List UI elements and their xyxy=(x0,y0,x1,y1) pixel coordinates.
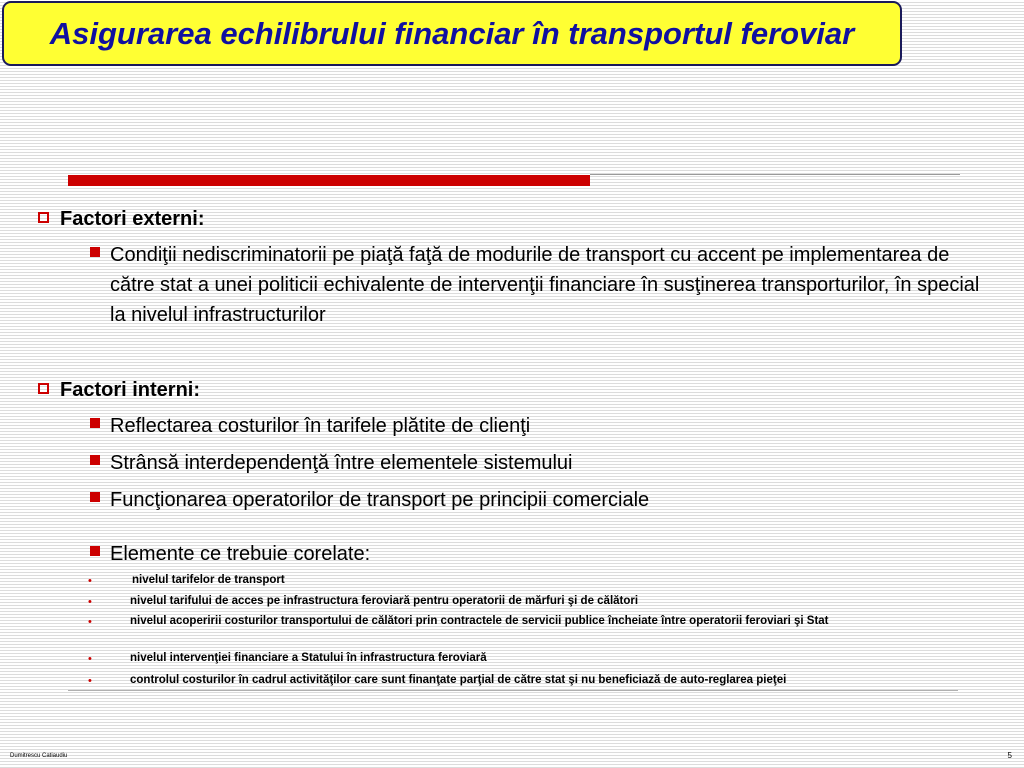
bullet-text: Reflectarea costurilor în tarifele plătite de clienţi xyxy=(110,415,531,437)
bullet-item xyxy=(90,485,649,515)
sub-bullet-item xyxy=(88,673,978,689)
sub-bullet-item xyxy=(88,651,978,667)
hollow-square-bullet-icon xyxy=(38,212,49,223)
section-heading-internal xyxy=(38,378,200,402)
dot-bullet-icon: • xyxy=(88,616,92,628)
bullet-text: Funcţionarea operatorilor de transport pe principii comerciale xyxy=(110,489,650,511)
sub-bullet-item xyxy=(88,594,978,610)
sub-bullet-item xyxy=(88,573,978,589)
bullet-item xyxy=(90,411,530,441)
footer-author: Dumitrescu Catiaudiu xyxy=(10,753,68,759)
dot-bullet-icon: • xyxy=(88,675,92,687)
dot-bullet-icon: • xyxy=(88,575,92,587)
square-bullet-icon xyxy=(90,546,100,556)
bullet-item xyxy=(90,539,370,569)
bullet-text: Condiţii nediscriminatorii pe piaţă faţă de modurile de transport cu accent pe implementarea de către stat a unei politicii echivalente de intervenţii financiare în susţinerea transporturilor, în special la nivelul infrastructurilor xyxy=(110,244,980,326)
square-bullet-icon xyxy=(90,247,100,257)
bullet-item xyxy=(90,240,990,330)
sub-bullet-text: nivelul tarifelor de transport xyxy=(132,574,285,586)
slide-title: Asigurarea echilibrului financiar în transportul feroviar xyxy=(49,15,855,51)
sub-bullet-text: controlul costurilor în cadrul activităţilor care sunt finanţate parţial de către stat şi nu beneficiază de auto-reglarea pieţei xyxy=(130,674,787,686)
bullet-text: Elemente ce trebuie corelate: xyxy=(110,543,371,565)
sub-bullet-text: nivelul intervenţiei financiare a Statului în infrastructura feroviară xyxy=(130,652,487,664)
square-bullet-icon xyxy=(90,455,100,465)
heading-text: Factori interni: xyxy=(60,379,201,401)
sub-bullet-item xyxy=(88,614,978,630)
gray-divider-line xyxy=(590,174,960,175)
section-heading-external xyxy=(38,207,204,231)
sub-bullet-text: nivelul acoperirii costurilor transportului de călători prin contractele de servicii publice încheiate între operatorii feroviari şi Stat xyxy=(130,615,829,627)
heading-text: Factori externi: xyxy=(60,208,205,230)
dot-bullet-icon: • xyxy=(88,653,92,665)
page-number: 5 xyxy=(1007,751,1012,760)
bullet-item xyxy=(90,448,573,478)
dot-bullet-icon: • xyxy=(88,596,92,608)
square-bullet-icon xyxy=(90,492,100,502)
bullet-text: Strânsă interdependenţă între elementele sistemului xyxy=(110,452,573,474)
hollow-square-bullet-icon xyxy=(38,383,49,394)
sub-bullet-text: nivelul tarifului de acces pe infrastructura feroviară pentru operatorii de mărfuri şi de călători xyxy=(130,595,639,607)
title-box xyxy=(2,1,902,66)
bottom-divider-line xyxy=(68,690,958,691)
square-bullet-icon xyxy=(90,418,100,428)
red-divider-bar xyxy=(68,175,590,186)
